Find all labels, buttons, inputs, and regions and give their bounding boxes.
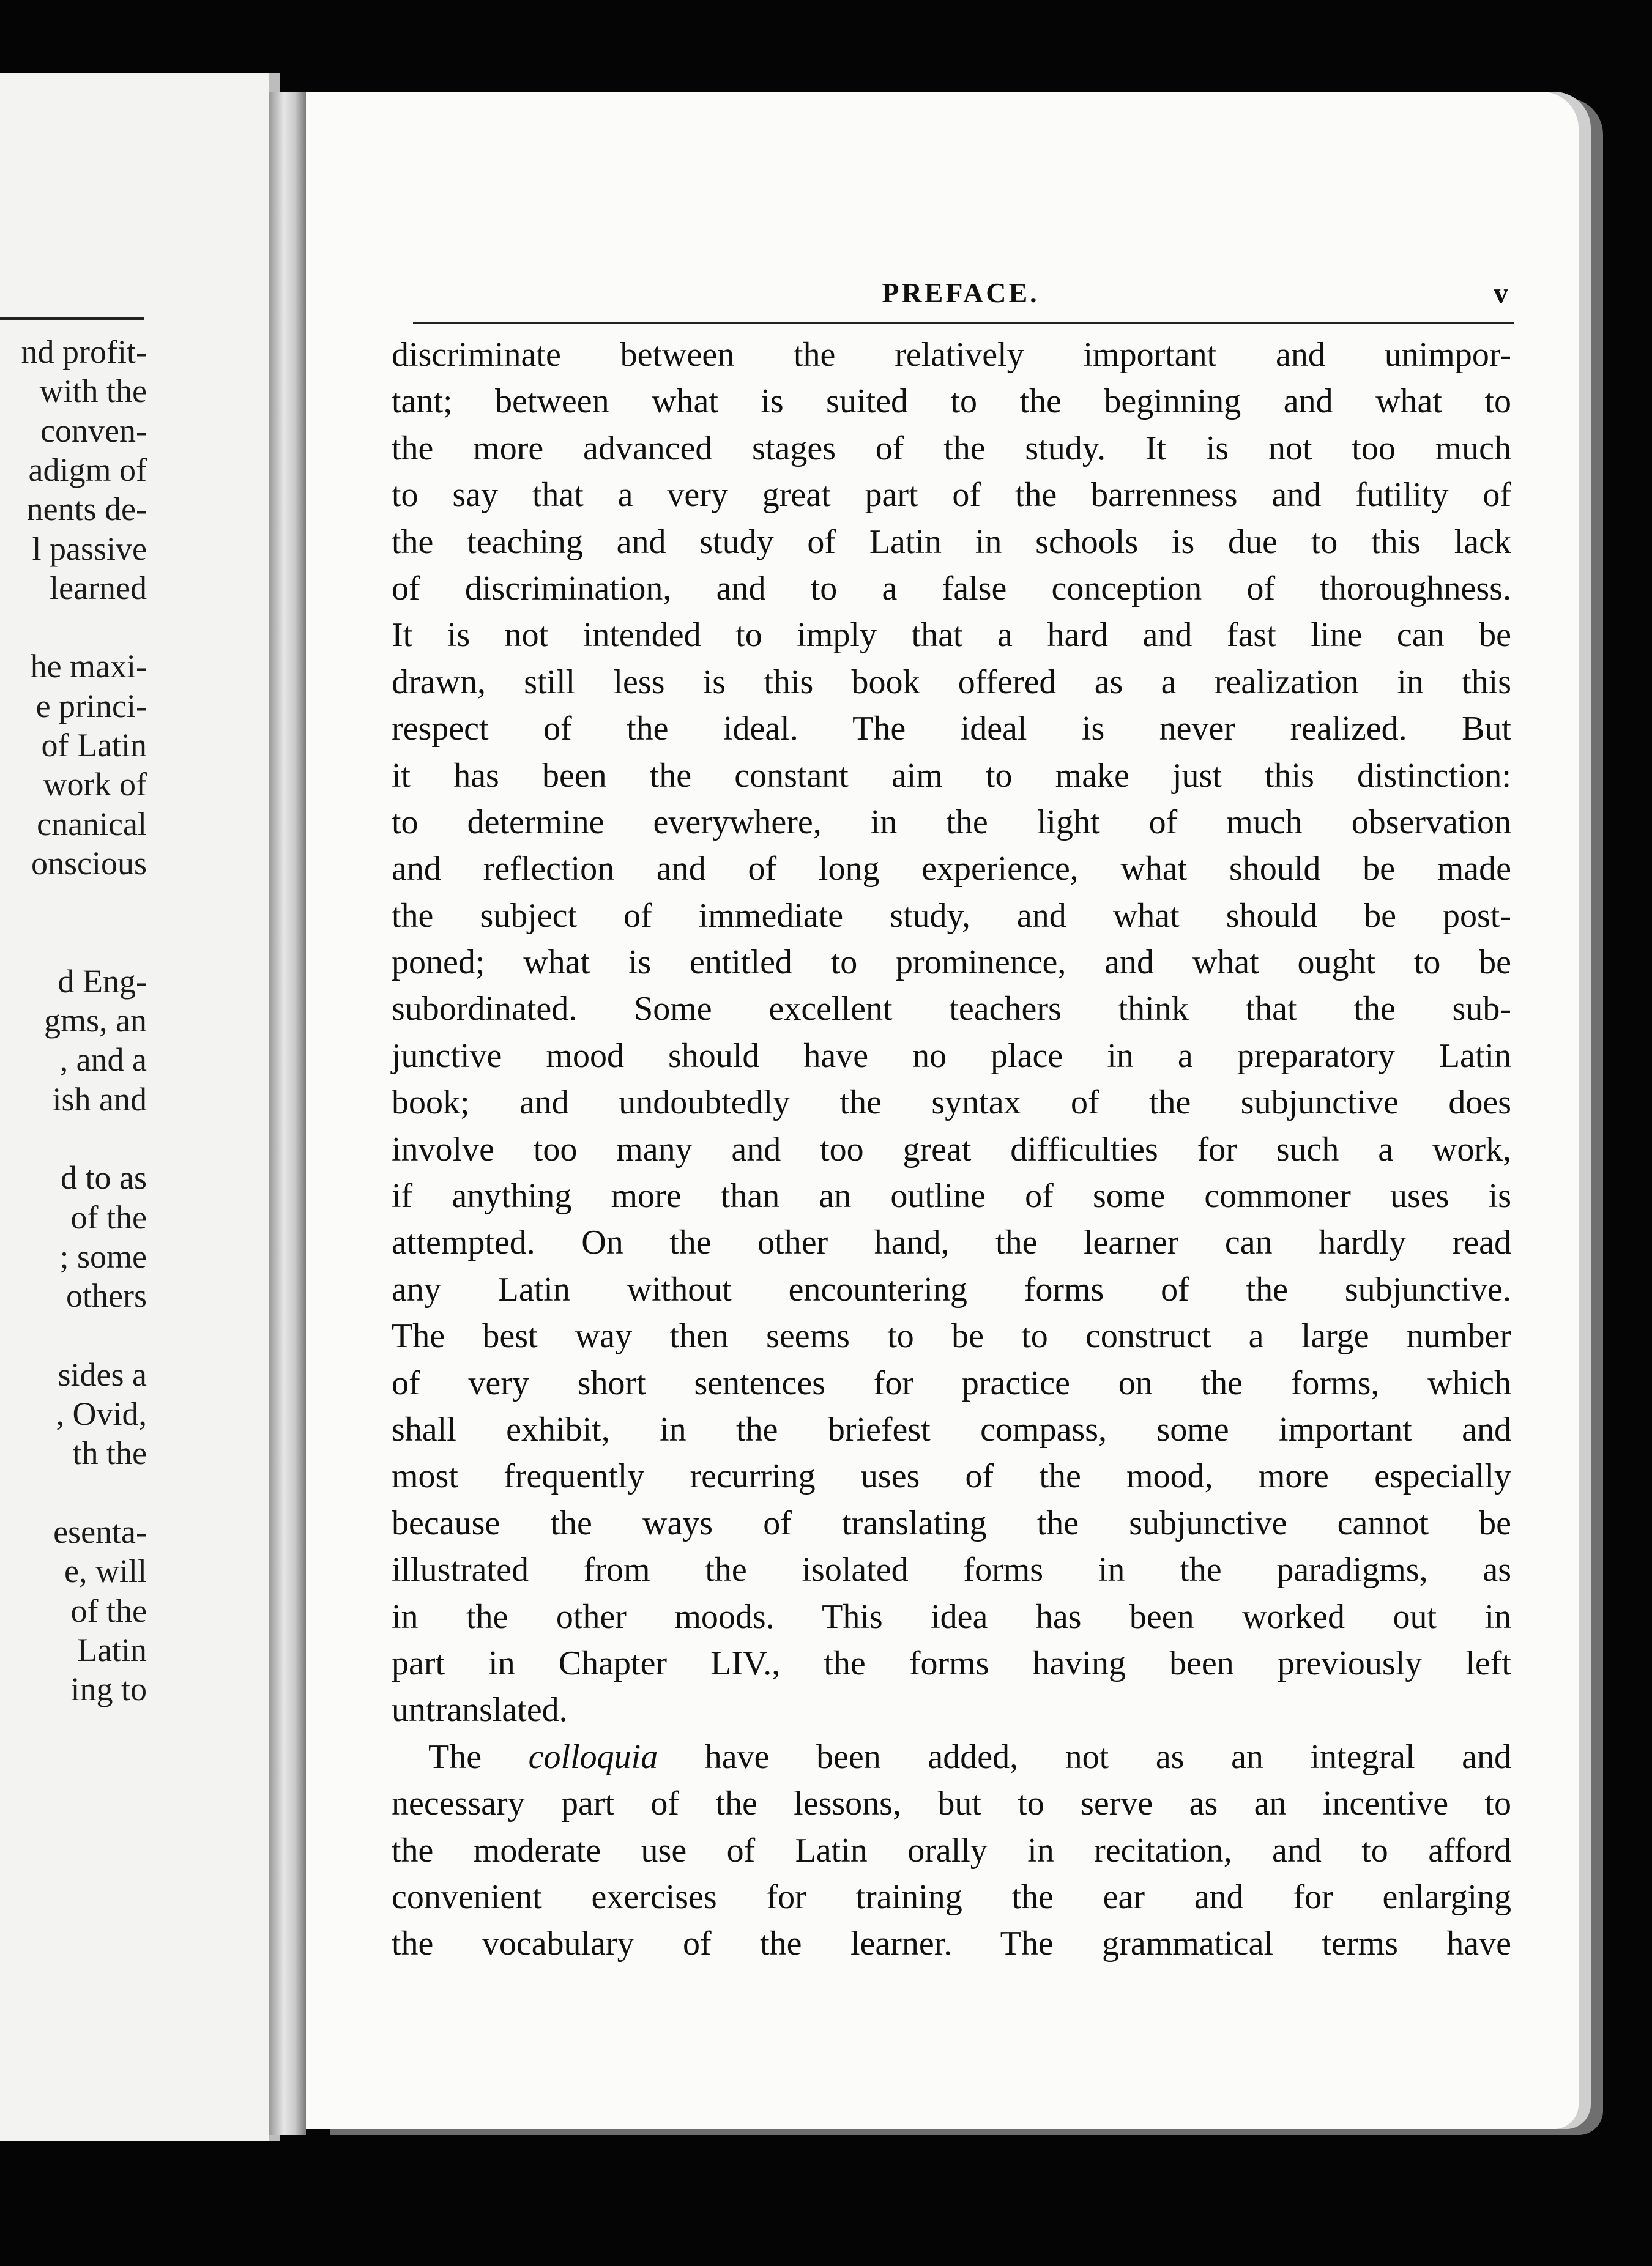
text-line: the moderate use of Latin orally in recitation, and to afford	[392, 1831, 1511, 1870]
left-page-fragment: cnanical	[37, 805, 147, 842]
text-line: of very short sentences for practice on the forms, which	[392, 1364, 1511, 1402]
paragraph-2-first-line	[392, 1734, 1511, 1780]
left-page-fragment: gms, an	[44, 1002, 147, 1039]
left-page-fragment: e princi-	[35, 687, 147, 724]
left-page-fragment: learned	[50, 569, 147, 606]
left-page-fragment: others	[66, 1277, 147, 1315]
running-head-title: PREFACE.	[882, 277, 1040, 308]
left-page-fragment: e, will	[64, 1553, 147, 1590]
paragraph-2-prefix: The	[428, 1737, 529, 1776]
text-line: necessary part of the lessons, but to serve as an incentive to	[392, 1785, 1511, 1823]
left-page-fragment: of Latin	[41, 727, 147, 763]
text-line: discriminate between the relatively important and unimpor-	[392, 336, 1511, 374]
right-page	[306, 92, 1579, 2129]
text-line: it has been the constant aim to make just this distinction:	[392, 756, 1511, 795]
colloquia-term: colloquia	[528, 1737, 658, 1776]
text-line: the vocabulary of the learner. The grammatical terms have	[392, 1925, 1511, 1963]
left-page-fragment: with the	[39, 373, 147, 410]
left-page-fragment: ing to	[70, 1671, 147, 1708]
left-page-fragment: , and a	[59, 1041, 147, 1079]
left-page-head-rule	[0, 317, 144, 320]
text-line: to say that a very great part of the barrenness and futility of	[392, 476, 1511, 514]
text-line: involve too many and too great difficulties for such a work,	[392, 1130, 1511, 1168]
paragraph-1	[392, 332, 1511, 1734]
text-line: most frequently recurring uses of the mood, more especially	[392, 1457, 1511, 1496]
left-page-fragment: d to as	[61, 1159, 147, 1197]
running-head-rule	[413, 322, 1514, 324]
text-line: subordinated. Some excellent teachers think that the sub-	[392, 990, 1511, 1028]
left-page-fragment: nents de-	[26, 491, 147, 528]
text-line: and reflection and of long experience, what should be made	[392, 850, 1511, 888]
running-head	[413, 277, 1508, 319]
text-line: to determine everywhere, in the light of much observation	[392, 803, 1511, 841]
left-page-fragment: of the	[70, 1198, 147, 1236]
text-line: the subject of immediate study, and what should be post-	[392, 896, 1511, 935]
text-line: because the ways of translating the subjunctive cannot be	[392, 1504, 1511, 1542]
text-line: if anything more than an outline of some commoner uses is	[392, 1177, 1511, 1216]
text-line: untranslated.	[392, 1691, 568, 1729]
left-page-fragment: d Eng-	[58, 962, 147, 1000]
text-line: the teaching and study of Latin in schools is due to this lack	[392, 522, 1511, 561]
left-page-fragment: ish and	[52, 1080, 147, 1118]
left-page-edge	[0, 73, 280, 2141]
left-page-fragment: onscious	[31, 844, 147, 882]
paragraph-2-suffix: have been added, not as an integral and	[658, 1737, 1511, 1776]
body-text	[392, 332, 1511, 1967]
left-page-fragment: nd profit-	[21, 333, 147, 370]
left-page-fragment: , Ovid,	[56, 1395, 147, 1433]
left-page-fragment: l passive	[32, 530, 147, 567]
left-page-fragment: esenta-	[53, 1514, 147, 1550]
page-number: v	[1494, 277, 1508, 310]
text-line: attempted. On the other hand, the learner can hardly read	[392, 1224, 1511, 1262]
left-page-fragment: Latin	[77, 1631, 147, 1668]
text-line: The best way then seems to be to construct a large number	[392, 1317, 1511, 1356]
left-page-fragment: work of	[43, 766, 147, 803]
text-line: the more advanced stages of the study. It is not too much	[392, 429, 1511, 467]
paragraph-2	[392, 1734, 1511, 1967]
text-line: It is not intended to imply that a hard and fast line can be	[392, 616, 1511, 655]
left-page-fragment: sides a	[58, 1356, 147, 1393]
text-line: in the other moods. This idea has been worked out in	[392, 1597, 1511, 1636]
left-page-fragment: of the	[70, 1592, 147, 1629]
text-line: illustrated from the isolated forms in the paradigms, as	[392, 1551, 1511, 1589]
text-line: convenient exercises for training the ear and for enlarging	[392, 1878, 1511, 1916]
left-page-fragment: conven-	[40, 412, 147, 449]
left-page-fragment: he maxi-	[30, 648, 147, 685]
left-page-fragment: ; some	[59, 1238, 147, 1275]
text-line: of discrimination, and to a false conception of thoroughness.	[392, 569, 1511, 607]
text-line: book; and undoubtedly the syntax of the subjunctive does	[392, 1083, 1511, 1122]
text-line: part in Chapter LIV., the forms having been previously left	[392, 1644, 1511, 1682]
text-line: any Latin without encountering forms of the subjunctive.	[392, 1270, 1511, 1309]
text-line: poned; what is entitled to prominence, and what ought to be	[392, 943, 1511, 982]
text-line: junctive mood should have no place in a preparatory Latin	[392, 1036, 1511, 1075]
text-line: shall exhibit, in the briefest compass, some important and	[392, 1410, 1511, 1449]
text-line: tant; between what is suited to the beginning and what to	[392, 382, 1511, 421]
left-page-fragment: th the	[72, 1435, 147, 1472]
text-line: respect of the ideal. The ideal is never realized. But	[392, 710, 1511, 748]
text-line: drawn, still less is this book offered as a realization in this	[392, 663, 1511, 701]
left-page-fragment: adigm of	[28, 451, 147, 488]
book-gutter	[269, 92, 306, 2135]
